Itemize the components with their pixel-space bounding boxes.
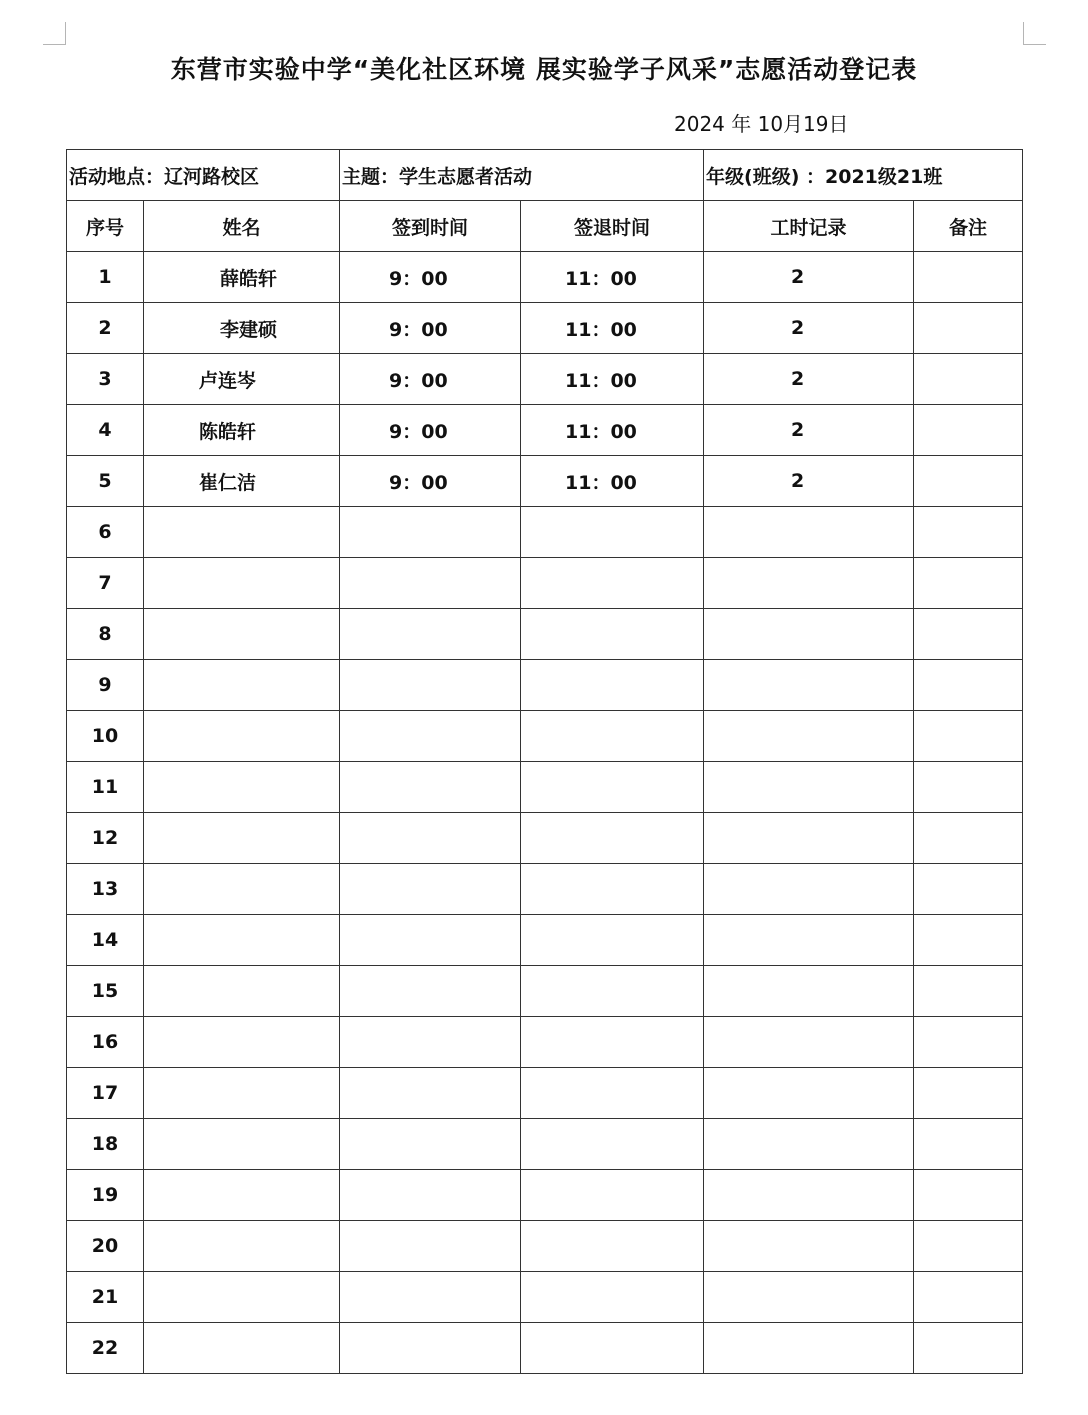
cell-sign-in: 9：00 [340, 456, 521, 507]
cell-name: 李建硕 [144, 303, 340, 354]
cell-hours: 2 [704, 303, 914, 354]
cell-sign-in [340, 1017, 521, 1068]
cell-seq: 8 [67, 609, 144, 660]
table-row [67, 660, 1023, 711]
cell-seq: 18 [67, 1119, 144, 1170]
table-row [67, 1221, 1023, 1272]
cell-seq: 20 [67, 1221, 144, 1272]
cell-hours: 2 [704, 354, 914, 405]
cell-name [144, 558, 340, 609]
cell-hours [704, 1068, 914, 1119]
header-seq: 序号 [67, 201, 144, 252]
cell-sign-in [340, 864, 521, 915]
cell-remarks [914, 456, 1023, 507]
cell-seq: 15 [67, 966, 144, 1017]
cell-seq: 19 [67, 1170, 144, 1221]
cell-remarks [914, 813, 1023, 864]
cell-sign-in: 9：00 [340, 354, 521, 405]
cell-seq: 13 [67, 864, 144, 915]
header-sign-in: 签到时间 [340, 201, 521, 252]
table-row [67, 1119, 1023, 1170]
cell-seq: 12 [67, 813, 144, 864]
cell-seq: 6 [67, 507, 144, 558]
cell-hours [704, 558, 914, 609]
cell-name [144, 864, 340, 915]
cell-seq: 7 [67, 558, 144, 609]
header-sign-out: 签退时间 [521, 201, 704, 252]
cell-name [144, 966, 340, 1017]
table-row [67, 558, 1023, 609]
header-row [67, 201, 1023, 252]
table-row [67, 711, 1023, 762]
cell-seq: 17 [67, 1068, 144, 1119]
cell-name [144, 711, 340, 762]
table-row [67, 507, 1023, 558]
document-title: 东营市实验中学“美化社区环境 展实验学子风采”志愿活动登记表 [170, 55, 918, 84]
cell-sign-in [340, 1221, 521, 1272]
cell-name: 陈皓轩 [144, 405, 340, 456]
page-corner-mark-top-right [1023, 22, 1046, 45]
cell-name [144, 1119, 340, 1170]
cell-sign-in [340, 660, 521, 711]
cell-remarks [914, 303, 1023, 354]
cell-remarks [914, 1272, 1023, 1323]
cell-sign-in [340, 1170, 521, 1221]
cell-hours [704, 915, 914, 966]
cell-sign-out: 11：00 [521, 354, 704, 405]
table-row [67, 1068, 1023, 1119]
cell-remarks [914, 1119, 1023, 1170]
cell-remarks [914, 864, 1023, 915]
cell-sign-out [521, 660, 704, 711]
table-row [67, 915, 1023, 966]
cell-sign-in [340, 711, 521, 762]
cell-sign-out [521, 1119, 704, 1170]
table-row [67, 1272, 1023, 1323]
cell-sign-out [521, 1272, 704, 1323]
cell-hours [704, 1221, 914, 1272]
header-hours: 工时记录 [704, 201, 914, 252]
cell-name [144, 507, 340, 558]
cell-hours [704, 864, 914, 915]
cell-sign-out [521, 813, 704, 864]
cell-sign-out [521, 1221, 704, 1272]
cell-remarks [914, 507, 1023, 558]
cell-sign-in: 9：00 [340, 303, 521, 354]
cell-sign-in [340, 609, 521, 660]
cell-name: 卢连岑 [144, 354, 340, 405]
cell-hours [704, 1170, 914, 1221]
cell-sign-in: 9：00 [340, 405, 521, 456]
cell-seq: 1 [67, 252, 144, 303]
table-row [67, 864, 1023, 915]
table-row [67, 354, 1023, 405]
cell-seq: 10 [67, 711, 144, 762]
cell-hours [704, 1272, 914, 1323]
cell-sign-out [521, 762, 704, 813]
cell-sign-in [340, 558, 521, 609]
cell-remarks [914, 558, 1023, 609]
header-name: 姓名 [144, 201, 340, 252]
cell-name [144, 1323, 340, 1374]
document-date: 2024 年 10月19日 [674, 112, 849, 136]
cell-name [144, 762, 340, 813]
table-row [67, 813, 1023, 864]
activity-theme: 主题：学生志愿者活动 [340, 150, 704, 201]
cell-sign-in [340, 966, 521, 1017]
cell-sign-out [521, 1017, 704, 1068]
cell-sign-out [521, 915, 704, 966]
cell-remarks [914, 1068, 1023, 1119]
table-row [67, 609, 1023, 660]
grade-class: 年级(班级) ：2021级21班 [704, 150, 1023, 201]
cell-sign-out [521, 507, 704, 558]
cell-sign-out: 11：00 [521, 456, 704, 507]
cell-hours [704, 1323, 914, 1374]
cell-name [144, 1017, 340, 1068]
cell-seq: 11 [67, 762, 144, 813]
cell-hours [704, 609, 914, 660]
table-row [67, 405, 1023, 456]
cell-hours [704, 1017, 914, 1068]
cell-name [144, 1272, 340, 1323]
cell-remarks [914, 405, 1023, 456]
cell-sign-out [521, 1068, 704, 1119]
cell-seq: 5 [67, 456, 144, 507]
cell-hours: 2 [704, 405, 914, 456]
table-row [67, 966, 1023, 1017]
cell-name [144, 813, 340, 864]
header-remarks: 备注 [914, 201, 1023, 252]
table-row [67, 303, 1023, 354]
cell-remarks [914, 1323, 1023, 1374]
table-row [67, 456, 1023, 507]
cell-sign-out [521, 966, 704, 1017]
cell-remarks [914, 915, 1023, 966]
cell-sign-in [340, 915, 521, 966]
cell-name [144, 1221, 340, 1272]
cell-sign-in [340, 1068, 521, 1119]
cell-seq: 22 [67, 1323, 144, 1374]
cell-sign-out [521, 609, 704, 660]
cell-hours: 2 [704, 456, 914, 507]
cell-remarks [914, 711, 1023, 762]
cell-seq: 16 [67, 1017, 144, 1068]
cell-hours [704, 762, 914, 813]
cell-remarks [914, 660, 1023, 711]
cell-name [144, 1068, 340, 1119]
cell-seq: 3 [67, 354, 144, 405]
cell-sign-in [340, 762, 521, 813]
cell-seq: 4 [67, 405, 144, 456]
cell-name: 崔仁洁 [144, 456, 340, 507]
cell-hours [704, 660, 914, 711]
cell-hours: 2 [704, 252, 914, 303]
cell-remarks [914, 354, 1023, 405]
cell-sign-in [340, 813, 521, 864]
cell-remarks [914, 1221, 1023, 1272]
cell-sign-in [340, 1323, 521, 1374]
cell-sign-in [340, 1272, 521, 1323]
cell-remarks [914, 966, 1023, 1017]
cell-name [144, 609, 340, 660]
cell-sign-in [340, 507, 521, 558]
cell-seq: 21 [67, 1272, 144, 1323]
registration-table [66, 149, 1023, 1374]
table-row [67, 762, 1023, 813]
table-row [67, 1170, 1023, 1221]
cell-seq: 9 [67, 660, 144, 711]
activity-location: 活动地点：辽河路校区 [67, 150, 340, 201]
cell-sign-out [521, 1170, 704, 1221]
cell-remarks [914, 609, 1023, 660]
cell-remarks [914, 1017, 1023, 1068]
cell-remarks [914, 252, 1023, 303]
cell-sign-out: 11：00 [521, 252, 704, 303]
cell-name [144, 660, 340, 711]
cell-name: 薛皓轩 [144, 252, 340, 303]
info-row [67, 150, 1023, 201]
cell-name [144, 1170, 340, 1221]
cell-hours [704, 711, 914, 762]
cell-hours [704, 966, 914, 1017]
cell-sign-out [521, 1323, 704, 1374]
cell-remarks [914, 1170, 1023, 1221]
cell-sign-out: 11：00 [521, 303, 704, 354]
cell-seq: 14 [67, 915, 144, 966]
cell-hours [704, 507, 914, 558]
page-corner-mark-top-left [43, 22, 66, 45]
cell-sign-out [521, 711, 704, 762]
table-row [67, 1323, 1023, 1374]
table-row [67, 252, 1023, 303]
cell-sign-out [521, 864, 704, 915]
cell-sign-in: 9：00 [340, 252, 521, 303]
cell-name [144, 915, 340, 966]
table-row [67, 1017, 1023, 1068]
cell-sign-out: 11：00 [521, 405, 704, 456]
cell-seq: 2 [67, 303, 144, 354]
cell-sign-out [521, 558, 704, 609]
cell-hours [704, 813, 914, 864]
cell-sign-in [340, 1119, 521, 1170]
cell-remarks [914, 762, 1023, 813]
cell-hours [704, 1119, 914, 1170]
